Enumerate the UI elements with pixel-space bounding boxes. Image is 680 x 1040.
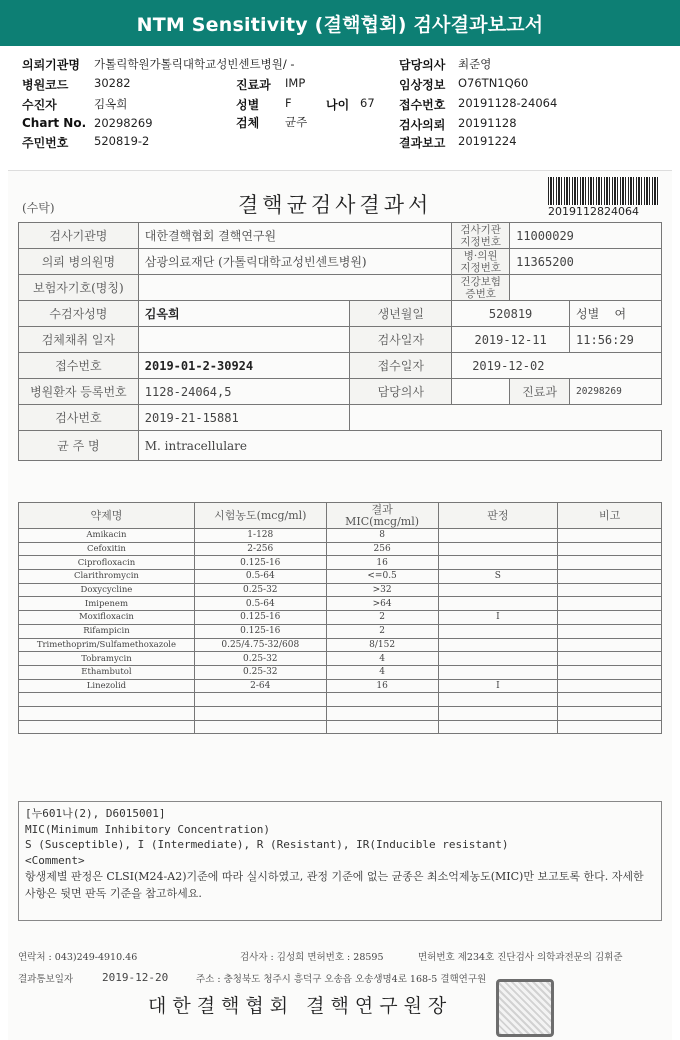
drug-name: Imipenem xyxy=(19,597,195,611)
mic-value: 4 xyxy=(326,665,438,679)
empty-cell xyxy=(558,706,662,720)
drug-name: Clarithromycin xyxy=(19,570,195,584)
cell-label: 담당의사 xyxy=(350,379,452,405)
age-value: 67 xyxy=(360,96,375,110)
empty-cell xyxy=(194,720,326,734)
col-header-remark: 비고 xyxy=(558,503,662,529)
test-range: 2-64 xyxy=(194,679,326,693)
result-value: I xyxy=(438,611,558,625)
table-row xyxy=(19,529,662,543)
rrn-value: 520819-2 xyxy=(94,134,150,148)
empty-cell xyxy=(326,693,438,707)
code-label: 병원코드 xyxy=(22,78,69,92)
cell-value: 2019-01-2-30924 xyxy=(138,353,350,379)
remark-value xyxy=(558,611,662,625)
patient-info xyxy=(0,50,680,162)
table-row xyxy=(19,652,662,666)
seal-stamp-icon xyxy=(496,979,554,1037)
drug-name: Rifampicin xyxy=(19,624,195,638)
cell-label: 균 주 명 xyxy=(19,431,139,461)
barcode-number: 2019112824064 xyxy=(548,205,639,218)
cell-value: 20298269 xyxy=(570,379,662,405)
remark-value xyxy=(558,570,662,584)
contact: 연락처 : 043)249-4910.46 xyxy=(18,952,138,963)
test-range: 0.125-16 xyxy=(194,556,326,570)
drug-name: Linezolid xyxy=(19,679,195,693)
result-value: S xyxy=(438,570,558,584)
receipt-label: 접수번호 xyxy=(399,98,446,112)
sex-label: 성별 xyxy=(576,307,600,321)
table-row xyxy=(19,597,662,611)
patient-value: 김옥희 xyxy=(94,97,128,111)
request-label: 검사의뢰 xyxy=(399,118,446,132)
cell-label: 수검자성명 xyxy=(19,301,139,327)
drug-name: Moxifloxacin xyxy=(19,611,195,625)
hospital-label: 의뢰기관명 xyxy=(22,58,80,72)
test-range: 0.25-32 xyxy=(194,652,326,666)
cell-value: 대한결핵협회 결핵연구원 xyxy=(138,223,451,249)
mic-value: 256 xyxy=(326,542,438,556)
remark-value xyxy=(558,665,662,679)
cell-label: 보험자기호(명칭) xyxy=(19,275,139,301)
remark-value xyxy=(558,638,662,652)
remark-value xyxy=(558,597,662,611)
doctor-value: 최준영 xyxy=(458,57,492,71)
empty-cell xyxy=(326,706,438,720)
chart-value: 20298269 xyxy=(94,116,153,130)
mic-value: 16 xyxy=(326,679,438,693)
remark-value xyxy=(558,652,662,666)
result-value xyxy=(438,638,558,652)
empty-cell xyxy=(326,720,438,734)
doctor-label: 담당의사 xyxy=(399,58,446,72)
table-row xyxy=(19,570,662,584)
doc-title: 결핵균검사결과서 xyxy=(238,193,433,217)
cell-label: 검사일자 xyxy=(350,327,452,353)
empty-cell xyxy=(194,693,326,707)
table-row xyxy=(19,542,662,556)
test-range: 0.25-32 xyxy=(194,665,326,679)
examiner: 검사자 : 김성희 면허번호 : 28595 xyxy=(240,952,384,963)
test-range: 2-256 xyxy=(194,542,326,556)
note-comment-label: <Comment> xyxy=(25,853,85,867)
sex-value: F xyxy=(285,96,292,110)
cell-value: 2019-21-15881 xyxy=(138,405,350,431)
clinical-value: O76TN1Q60 xyxy=(458,76,529,90)
cell-label: 접수번호 xyxy=(19,353,139,379)
mic-value: >64 xyxy=(326,597,438,611)
empty-cell xyxy=(19,720,195,734)
dept-label: 진료과 xyxy=(236,78,271,92)
footer-line-1 xyxy=(18,949,668,963)
note-comment: 항생제별 판정은 CLSI(M24-A2)기준에 따라 실시하였고, 관정 기준에 없는 균종은 최소억제농도(MIC)만 보고토록 한다. 자세한 사항은 뒷면 판독 기준을 참고하세요. xyxy=(25,870,644,900)
test-range: 0.125-16 xyxy=(194,624,326,638)
cell-label: 검사기관명 xyxy=(19,223,139,249)
note-code: [누601나(2), D6015001] xyxy=(25,807,166,820)
empty-cell xyxy=(194,706,326,720)
mic-value: 2 xyxy=(326,624,438,638)
mic-value: 4 xyxy=(326,652,438,666)
cell-label: 검사기관 지정번호 xyxy=(452,223,510,249)
remark-value xyxy=(558,679,662,693)
empty-cell xyxy=(558,693,662,707)
table-row xyxy=(19,556,662,570)
test-range: 0.25-32 xyxy=(194,583,326,597)
request-value: 20191128 xyxy=(458,116,517,130)
mic-value: >32 xyxy=(326,583,438,597)
cell-value: 520819 xyxy=(452,301,570,327)
table-row xyxy=(19,624,662,638)
cell-label: 병·의원 지정번호 xyxy=(452,249,510,275)
patient-table xyxy=(18,222,662,461)
drug-name: Ciprofloxacin xyxy=(19,556,195,570)
result-value xyxy=(438,624,558,638)
cell-value xyxy=(138,327,350,353)
drug-name: Doxycycline xyxy=(19,583,195,597)
report-date-label: 결과통보일자 xyxy=(18,974,74,985)
report-title: NTM Sensitivity (결핵협회) 검사결과보고서 xyxy=(0,0,680,46)
drug-name: Tobramycin xyxy=(19,652,195,666)
empty-cell xyxy=(438,706,558,720)
rrn-label: 주민번호 xyxy=(22,136,69,150)
code-value: 30282 xyxy=(94,76,131,90)
barcode-icon xyxy=(548,177,660,205)
empty-cell xyxy=(438,693,558,707)
test-label: 검체 xyxy=(236,116,260,130)
age-label: 나이 xyxy=(326,98,350,112)
signature-line: 대한결핵협회 결핵연구원장 xyxy=(148,995,453,1017)
report-date: 2019-12-20 xyxy=(102,971,169,984)
cell-label: 건강보험 증번호 xyxy=(452,275,510,301)
test-range: 0.25/4.75-32/608 xyxy=(194,638,326,652)
remark-value xyxy=(558,624,662,638)
mic-value: 8 xyxy=(326,529,438,543)
mic-value: 8/152 xyxy=(326,638,438,652)
sex-label: 성별 xyxy=(236,98,260,112)
result-value xyxy=(438,529,558,543)
cell-value xyxy=(138,275,451,301)
empty-cell xyxy=(19,693,195,707)
col-header-drug: 약제명 xyxy=(19,503,195,529)
report-label: 결과보고 xyxy=(399,136,446,150)
drug-name: Amikacin xyxy=(19,529,195,543)
mic-value: <=0.5 xyxy=(326,570,438,584)
cell-value: 2019-12-11 xyxy=(452,327,570,353)
drug-name: Trimethoprim/Sulfamethoxazole xyxy=(19,638,195,652)
table-row xyxy=(19,665,662,679)
cell-value: 11000029 xyxy=(510,223,662,249)
cell-value xyxy=(570,301,662,327)
cell-value: 1128-24064,5 xyxy=(138,379,350,405)
cell-value: 김옥희 xyxy=(138,301,350,327)
drug-name: Cefoxitin xyxy=(19,542,195,556)
remark-value xyxy=(558,529,662,543)
drug-name: Ethambutol xyxy=(19,665,195,679)
cell-label: 생년월일 xyxy=(350,301,452,327)
test-value: 균주 xyxy=(285,115,308,129)
cell-label: 진료과 xyxy=(510,379,570,405)
table-row-empty xyxy=(19,706,662,720)
table-row xyxy=(19,611,662,625)
table-row xyxy=(19,679,662,693)
license: 면허번호 제234호 진단검사 의학과전문의 김휘준 xyxy=(418,952,623,963)
note-mic: MIC(Minimum Inhibitory Concentration) xyxy=(25,822,271,836)
clinical-label: 임상정보 xyxy=(399,78,446,92)
result-value xyxy=(438,542,558,556)
col-header-mic: 결과 MIC(mcg/ml) xyxy=(326,503,438,529)
result-value xyxy=(438,583,558,597)
col-header-range: 시험농도(mcg/ml) xyxy=(194,503,326,529)
cell-label: 병원환자 등록번호 xyxy=(19,379,139,405)
remark-value xyxy=(558,556,662,570)
cell-value: 11:56:29 xyxy=(570,327,662,353)
result-value xyxy=(438,597,558,611)
cell-label: 검체채취 일자 xyxy=(19,327,139,353)
empty-cell xyxy=(558,720,662,734)
table-row xyxy=(19,583,662,597)
empty-cell xyxy=(19,706,195,720)
patient-label: 수진자 xyxy=(22,98,57,112)
result-value xyxy=(438,665,558,679)
note-legend: S (Susceptible), I (Intermediate), R (Resistant), IR(Inducible resistant) xyxy=(25,838,509,851)
table-row-empty xyxy=(19,693,662,707)
susceptibility-table xyxy=(18,502,662,734)
report-value: 20191224 xyxy=(458,134,517,148)
test-range: 0.5-64 xyxy=(194,570,326,584)
table-row-empty xyxy=(19,720,662,734)
cell-value: 삼광의료재단 (가톨릭대학교성빈센트병원) xyxy=(138,249,451,275)
receipt-value: 20191128-24064 xyxy=(458,96,558,110)
scanned-report xyxy=(8,170,672,1040)
table-row xyxy=(19,638,662,652)
test-range: 0.125-16 xyxy=(194,611,326,625)
cell-value: M. intracellulare xyxy=(138,431,661,461)
mic-value: 16 xyxy=(326,556,438,570)
result-value xyxy=(438,556,558,570)
cell-label: 의뢰 병의원명 xyxy=(19,249,139,275)
comment-box xyxy=(18,801,662,921)
cell-value xyxy=(510,275,662,301)
cell-value xyxy=(452,379,510,405)
col-header-result: 판정 xyxy=(438,503,558,529)
cell-label: 접수일자 xyxy=(350,353,452,379)
empty-cell xyxy=(438,720,558,734)
hospital-value: 가톨릭학원가톨릭대학교성빈센트병원/ - xyxy=(94,57,295,71)
chart-label: Chart No. xyxy=(22,116,87,130)
cell-value: 11365200 xyxy=(510,249,662,275)
result-value: I xyxy=(438,679,558,693)
cell-label: 검사번호 xyxy=(19,405,139,431)
test-range: 0.5-64 xyxy=(194,597,326,611)
remark-value xyxy=(558,583,662,597)
remark-value xyxy=(558,542,662,556)
test-range: 1-128 xyxy=(194,529,326,543)
doc-sub: (수탁) xyxy=(22,201,55,215)
dept-value: IMP xyxy=(285,76,306,90)
result-value xyxy=(438,652,558,666)
sex-value: 여 xyxy=(614,307,627,321)
address: 주소 : 충청북도 청주시 흥덕구 오송읍 오송생명4로 168-5 결핵연구원 xyxy=(196,974,487,985)
cell-value: 2019-12-02 xyxy=(452,353,662,379)
footer-line-2 xyxy=(18,971,668,985)
mic-value: 2 xyxy=(326,611,438,625)
